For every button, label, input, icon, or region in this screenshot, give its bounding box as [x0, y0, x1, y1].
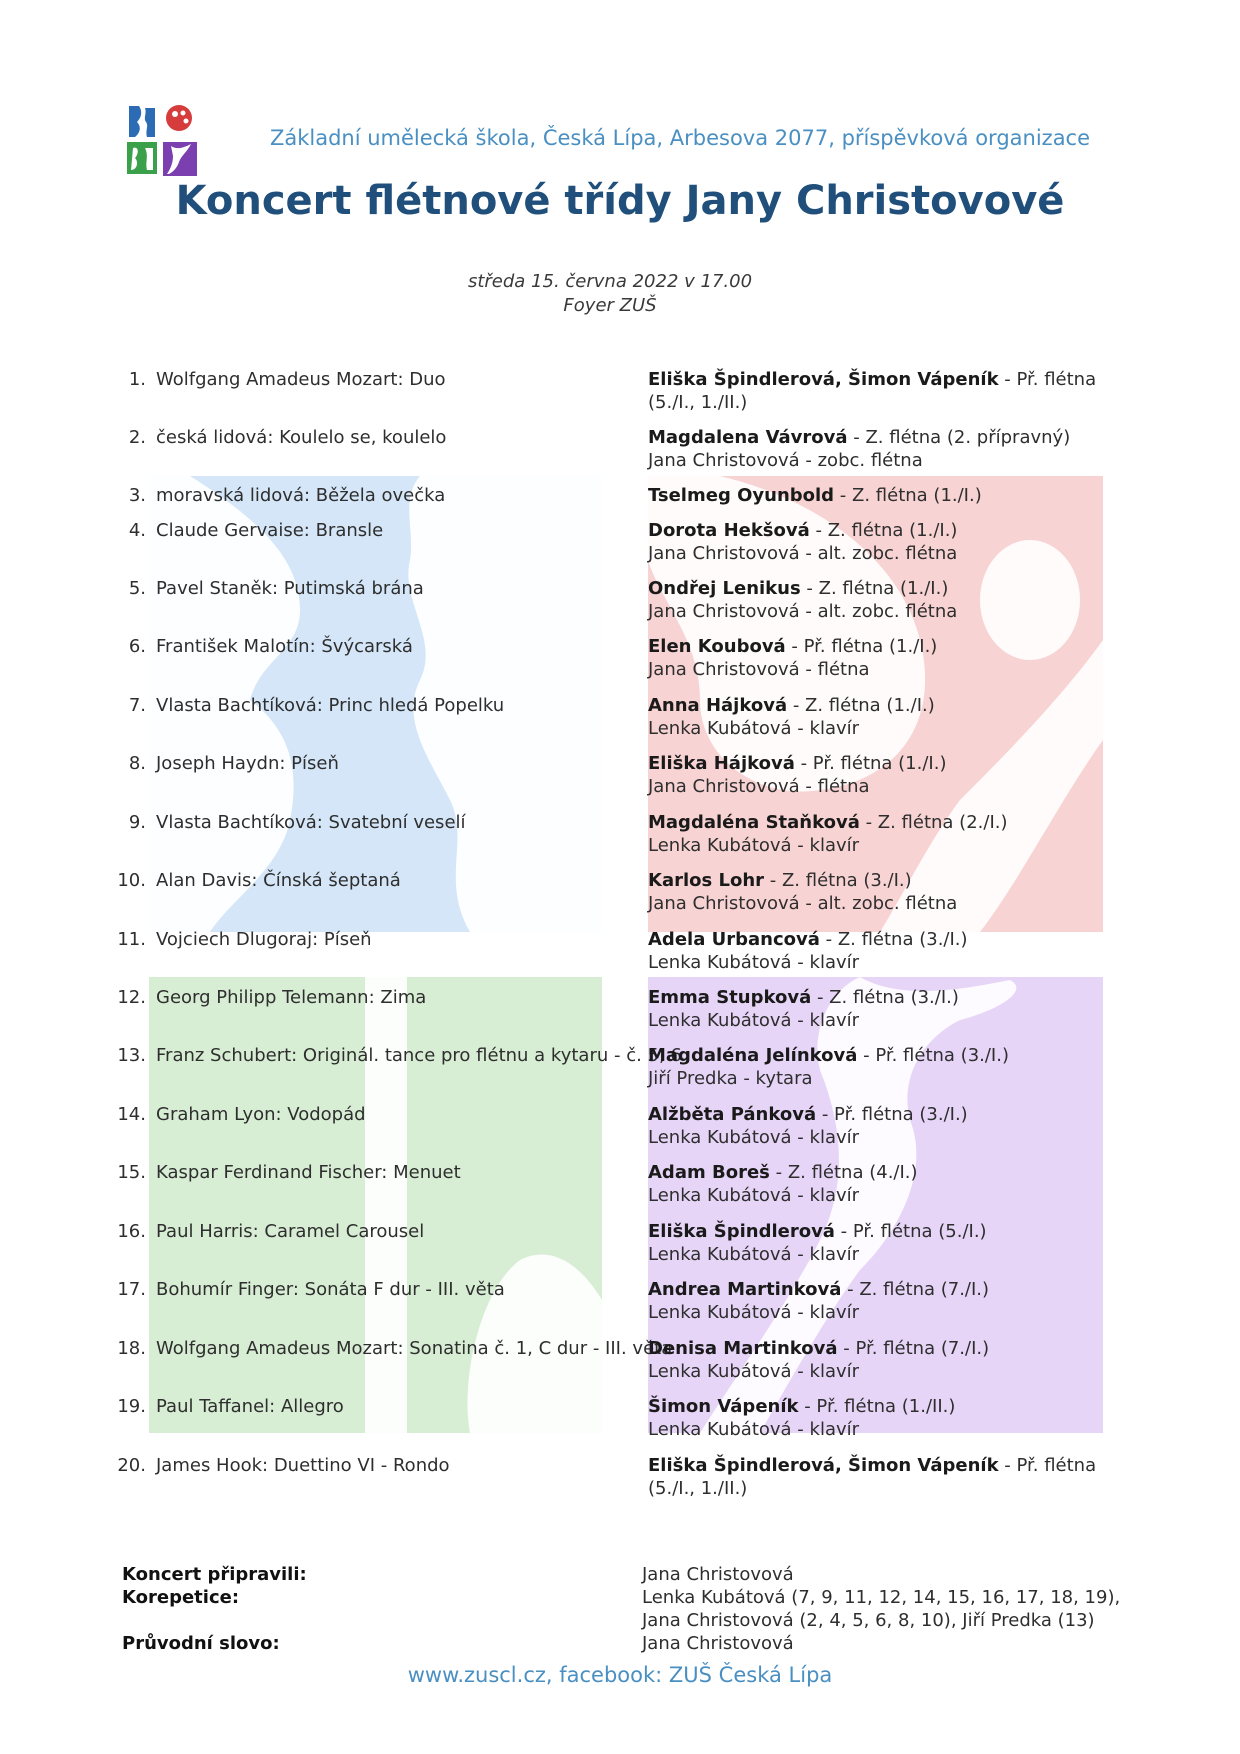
performer-name: Tselmeg Oyunbold: [648, 485, 835, 506]
accompanist: Jana Christovová - alt. zobc. flétna: [648, 601, 958, 622]
program-number: 1.: [128, 369, 146, 390]
program-piece: Georg Philipp Telemann: Zima: [156, 987, 427, 1008]
program-performer-block: [648, 1103, 1130, 1149]
program-piece: Paul Taffanel: Allegro: [156, 1396, 344, 1417]
performer-detail: - Př. flétna (1./II.): [798, 1396, 956, 1417]
performer-name: Eliška Špindlerová, Šimon Vápeník: [648, 1455, 999, 1476]
program-number: 18.: [117, 1338, 146, 1359]
school-name: Základní umělecká škola, Česká Lípa, Arbesova 2077, příspěvková organizace: [269, 126, 1091, 150]
performer-detail: - Př. flétna (1./I.): [794, 753, 947, 774]
program-performer-block: [648, 928, 1130, 974]
program-number: 13.: [117, 1045, 146, 1066]
performer-detail: - Př. flétna (3./I.): [816, 1104, 968, 1125]
accompanist: Jana Christovová - alt. zobc. flétna: [648, 543, 958, 564]
performer-name: Anna Hájková: [648, 695, 788, 716]
program-piece: Pavel Staněk: Putimská brána: [156, 578, 424, 599]
program-piece: Vojciech Dlugoraj: Píseň: [156, 929, 372, 950]
program-number: 8.: [128, 753, 146, 774]
accompanist: Lenka Kubátová - klavír: [648, 718, 860, 739]
program-number: 11.: [117, 929, 146, 950]
program-performer-block: [648, 577, 1130, 623]
program-number: 4.: [128, 520, 146, 541]
performer-name: Elen Koubová: [648, 636, 786, 657]
program-performer-block: [648, 1220, 1130, 1266]
program-number: 19.: [117, 1396, 146, 1417]
program-performer-block: [648, 811, 1130, 857]
performer-name: Emma Stupková: [648, 987, 812, 1008]
performer-detail: - Z. flétna (1./I.): [787, 695, 935, 716]
performer-name: Adam Boreš: [648, 1162, 770, 1183]
program-piece: František Malotín: Švýcarská: [156, 636, 413, 657]
performer-detail: - Z. flétna (1./I.): [809, 520, 958, 541]
program-number: 7.: [128, 695, 146, 716]
performer-name: Magdaléna Jelínková: [648, 1045, 858, 1066]
accompanist: Jana Christovová - flétna: [648, 659, 870, 680]
program-piece: Wolfgang Amadeus Mozart: Sonatina č. 1, C dur - III. věta: [156, 1338, 673, 1359]
performer-detail: - Z. flétna (3./I.): [811, 987, 959, 1008]
accompanist: Lenka Kubátová - klavír: [648, 1419, 860, 1440]
page-title: Koncert flétnové třídy Jany Christovové: [175, 178, 1065, 224]
prepared-value: Jana Christovová: [642, 1564, 794, 1585]
performer-name: Eliška Špindlerová, Šimon Vápeník: [648, 369, 999, 390]
program-performer-block: [648, 1337, 1130, 1383]
program-number: 20.: [117, 1455, 146, 1476]
program-performer-block: [648, 694, 1130, 740]
program-performer-block: [648, 986, 1130, 1032]
program-performer-block: [648, 426, 1130, 472]
program-number: 9.: [128, 812, 146, 833]
program-piece: Vlasta Bachtíková: Svatební veselí: [156, 812, 466, 833]
performer-detail: - Př. flétna (5./I., 1./II.): [648, 1455, 1097, 1499]
performer-detail: - Př. flétna (5./I.): [834, 1221, 987, 1242]
performer-detail: - Př. flétna (1./I.): [785, 636, 938, 657]
performer-detail: - Př. flétna (7./I.): [837, 1338, 990, 1359]
performer-name: Karlos Lohr: [648, 870, 765, 891]
performer-name: Šimon Vápeník: [648, 1396, 799, 1417]
program-piece: Alan Davis: Čínská šeptaná: [156, 870, 401, 891]
performer-detail: - Z. flétna (1./I.): [834, 485, 982, 506]
performer-detail: - Př. flétna (3./I.): [857, 1045, 1009, 1066]
performer-name: Magdalena Vávrová: [648, 427, 848, 448]
performer-name: Alžběta Pánková: [648, 1104, 817, 1125]
event-place: Foyer ZUŠ: [563, 295, 657, 316]
slovo-label: Průvodní slovo:: [122, 1633, 280, 1654]
accompanist: Lenka Kubátová - klavír: [648, 1010, 860, 1031]
program-number: 6.: [128, 636, 146, 657]
program-performer-block: [648, 1278, 1130, 1324]
program-piece: Paul Harris: Caramel Carousel: [156, 1221, 425, 1242]
program-piece: Bohumír Finger: Sonáta F dur - III. věta: [156, 1279, 505, 1300]
accompanist: Lenka Kubátová - klavír: [648, 1185, 860, 1206]
accompanist: Lenka Kubátová - klavír: [648, 1361, 860, 1382]
program-performer-block: [648, 869, 1130, 915]
performer-detail: - Př. flétna (5./I., 1./II.): [648, 369, 1097, 413]
program-performer-block: [648, 752, 1130, 798]
performer-detail: - Z. flétna (3./I.): [764, 870, 912, 891]
program-piece: Graham Lyon: Vodopád: [156, 1104, 366, 1125]
accompanist: Lenka Kubátová - klavír: [648, 835, 860, 856]
program-piece: James Hook: Duettino VI - Rondo: [156, 1455, 450, 1476]
program-number: 17.: [117, 1279, 146, 1300]
performer-name: Denisa Martinková: [648, 1338, 838, 1359]
performer-detail: - Z. flétna (1./I.): [800, 578, 949, 599]
program-performer-block: [648, 1044, 1130, 1090]
performer-detail: - Z. flétna (2. přípravný): [847, 427, 1071, 448]
accompanist: Lenka Kubátová - klavír: [648, 1302, 860, 1323]
accompanist: Jana Christovová - alt. zobc. flétna: [648, 893, 958, 914]
program-performer-block: [648, 1395, 1130, 1441]
performer-detail: - Z. flétna (4./I.): [769, 1162, 918, 1183]
program-piece: česká lidová: Koulelo se, koulelo: [156, 427, 447, 448]
slovo-value: Jana Christovová: [642, 1633, 794, 1654]
program-piece: Franz Schubert: Originál. tance pro flétnu a kytaru - č. 5, 6: [156, 1045, 682, 1066]
program-piece: Joseph Haydn: Píseň: [156, 753, 339, 774]
program-piece: Vlasta Bachtíková: Princ hledá Popelku: [156, 695, 505, 716]
program-piece: Claude Gervaise: Bransle: [156, 520, 384, 541]
performer-name: Dorota Hekšová: [648, 520, 810, 541]
performer-name: Ondřej Lenikus: [648, 578, 801, 599]
accompanist: Lenka Kubátová - klavír: [648, 952, 860, 973]
program-performer-block: [648, 519, 1130, 565]
program-number: 15.: [117, 1162, 146, 1183]
performer-detail: - Z. flétna (3./I.): [819, 929, 968, 950]
program-piece: Kaspar Ferdinand Fischer: Menuet: [156, 1162, 461, 1183]
accompanist: Jana Christovová - flétna: [648, 776, 870, 797]
program-number: 16.: [117, 1221, 146, 1242]
accompanist: Jiří Predka - kytara: [648, 1068, 813, 1089]
program-piece: moravská lidová: Běžela ovečka: [156, 485, 446, 506]
program-performer-block: [648, 635, 1130, 681]
program-number: 10.: [117, 870, 146, 891]
program-number: 5.: [128, 578, 146, 599]
program-number: 3.: [128, 485, 146, 506]
program-performer-block: [648, 368, 1130, 414]
accompanist: Lenka Kubátová - klavír: [648, 1127, 860, 1148]
accompanist: Jana Christovová - zobc. flétna: [648, 450, 923, 471]
event-info: [0, 270, 1220, 318]
korepetice-label: Korepetice:: [122, 1587, 240, 1608]
performer-name: Andrea Martinková: [648, 1279, 842, 1300]
footer-links[interactable]: www.zuscl.cz, facebook: ZUŠ Česká Lípa: [407, 1663, 833, 1687]
event-date: středa 15. června 2022 v 17.00: [467, 271, 753, 292]
performer-detail: - Z. flétna (2./I.): [859, 812, 1008, 833]
program-performer-block: [648, 1454, 1130, 1500]
program-number: 2.: [128, 427, 146, 448]
school-logo: [125, 104, 197, 176]
performer-name: Eliška Špindlerová: [648, 1221, 835, 1242]
program-number: 14.: [117, 1104, 146, 1125]
program-performer-block: [648, 1161, 1130, 1207]
prepared-label: Koncert připravili:: [122, 1564, 307, 1585]
performer-name: Magdaléna Staňková: [648, 812, 860, 833]
korepetice-value: Lenka Kubátová (7, 9, 11, 12, 14, 15, 16, 17, 18, 19), Jana Christovová (2, 4, 5, 6, 8, 10), Jiří Predka (13): [642, 1587, 1121, 1631]
program-piece: Wolfgang Amadeus Mozart: Duo: [156, 369, 446, 390]
performer-name: Adela Urbancová: [648, 929, 820, 950]
performer-name: Eliška Hájková: [648, 753, 795, 774]
program-number: 12.: [117, 987, 146, 1008]
accompanist: Lenka Kubátová - klavír: [648, 1244, 860, 1265]
program-performer-block: [648, 484, 1130, 507]
performer-detail: - Z. flétna (7./I.): [841, 1279, 990, 1300]
